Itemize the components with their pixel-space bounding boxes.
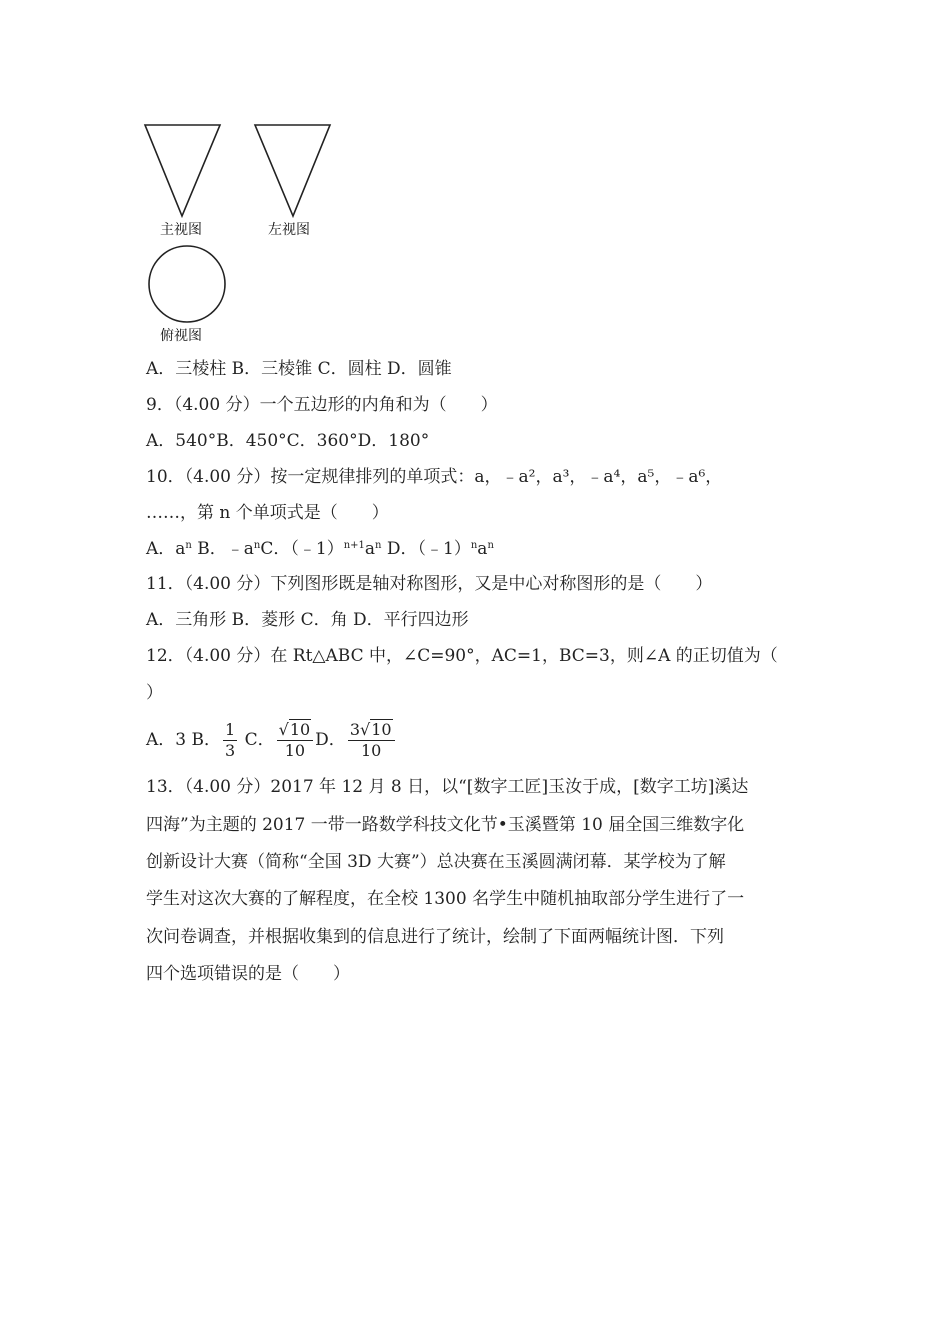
q11-stem: 11．（4.00 分）下列图形既是轴对称图形，又是中心对称图形的是（ ） — [146, 574, 713, 594]
front-view-triangle — [145, 125, 220, 216]
q12-options — [146, 716, 397, 764]
q13-line-5: 次问卷调查，并根据收集到的信息进行了统计，绘制了下面两幅统计图．下列 — [146, 927, 724, 947]
q12-stem-line2: ） — [146, 683, 163, 703]
q12-option-d-numerator: 3√10 — [348, 722, 395, 741]
q12-option-c-label: C． — [239, 730, 275, 750]
q10-option-c-tail-exp: n — [375, 540, 382, 551]
q12-option-d-radicand: 10 — [371, 720, 392, 739]
q10-option-a-exp: n — [185, 540, 192, 551]
q10-option-d: D．（﹣1） — [381, 539, 471, 559]
q9-options: A．540°B．450°C．360°D．180° — [146, 431, 430, 451]
q10-option-b: B．﹣a — [191, 539, 254, 559]
top-view-caption: 俯视图 — [160, 328, 202, 344]
left-view-triangle — [255, 125, 330, 216]
q12-option-b-numerator: 1 — [225, 720, 236, 739]
q13-line-1: 13．（4.00 分）2017 年 12 月 8 日，以“[数字工匠]玉汝于成，[数字工坊]溪达 — [146, 777, 749, 797]
q10-option-c-tail: a — [364, 539, 376, 559]
q12-option-d-coefficient: 3 — [349, 720, 360, 739]
q13-line-2: 四海”为主题的 2017 一带一路数学科技文化节•玉溪暨第 10 届全国三维数字化 — [146, 815, 745, 835]
q12-option-b-fraction — [223, 722, 237, 759]
q9-stem: 9．（4.00 分）一个五边形的内角和为（ ） — [146, 395, 498, 415]
q10-options — [146, 538, 494, 560]
q11-options: A．三角形 B．菱形 C．角 D．平行四边形 — [146, 610, 469, 630]
q10-option-a: A．a — [146, 539, 186, 559]
front-view-caption: 主视图 — [160, 222, 202, 238]
q10-option-d-tail: a — [477, 539, 488, 559]
q10-option-d-exp: n — [470, 540, 478, 551]
q12-option-c-denominator: 10 — [284, 741, 306, 760]
q12-stem-line1: 12．（4.00 分）在 Rt△ABC 中，∠C=90°，AC=1，BC=3，则∠A 的正切值为（ — [146, 646, 778, 666]
q12-option-d-fraction — [348, 722, 395, 759]
q10-option-b-exp: n — [253, 540, 261, 551]
left-view-caption: 左视图 — [268, 222, 310, 238]
q8-options: A．三棱柱 B．三棱锥 C．圆柱 D．圆锥 — [146, 359, 452, 379]
q10-stem-line2: ……，第 n 个单项式是（ ） — [146, 503, 389, 523]
q10-option-d-tail-exp: n — [487, 540, 494, 551]
q10-stem-line1: 10．（4.00 分）按一定规律排列的单项式：a，﹣a²，a³，﹣a⁴，a⁵，﹣a⁶， — [146, 467, 723, 487]
q12-option-b-denominator: 3 — [225, 741, 236, 760]
q12-option-c-radicand: 10 — [289, 720, 311, 739]
q13-line-3: 创新设计大赛（简称“全国 3D 大赛”）总决赛在玉溪圆满闭幕．某学校为了解 — [146, 852, 726, 872]
q12-option-a: A．3 B． — [146, 730, 221, 750]
q10-option-c-exp: n+1 — [343, 540, 365, 551]
q10-option-c: C．（﹣1） — [260, 539, 344, 559]
q13-line-6: 四个选项错误的是（ ） — [146, 964, 350, 984]
q12-option-c-numerator: √10 — [277, 722, 314, 741]
top-view-circle — [149, 246, 225, 322]
q12-option-d-denominator: 10 — [361, 741, 382, 760]
q13-line-4: 学生对这次大赛的了解程度，在全校 1300 名学生中随机抽取部分学生进行了一 — [146, 889, 745, 909]
q12-option-c-fraction — [277, 722, 314, 759]
q12-option-d-label: D． — [315, 730, 346, 750]
